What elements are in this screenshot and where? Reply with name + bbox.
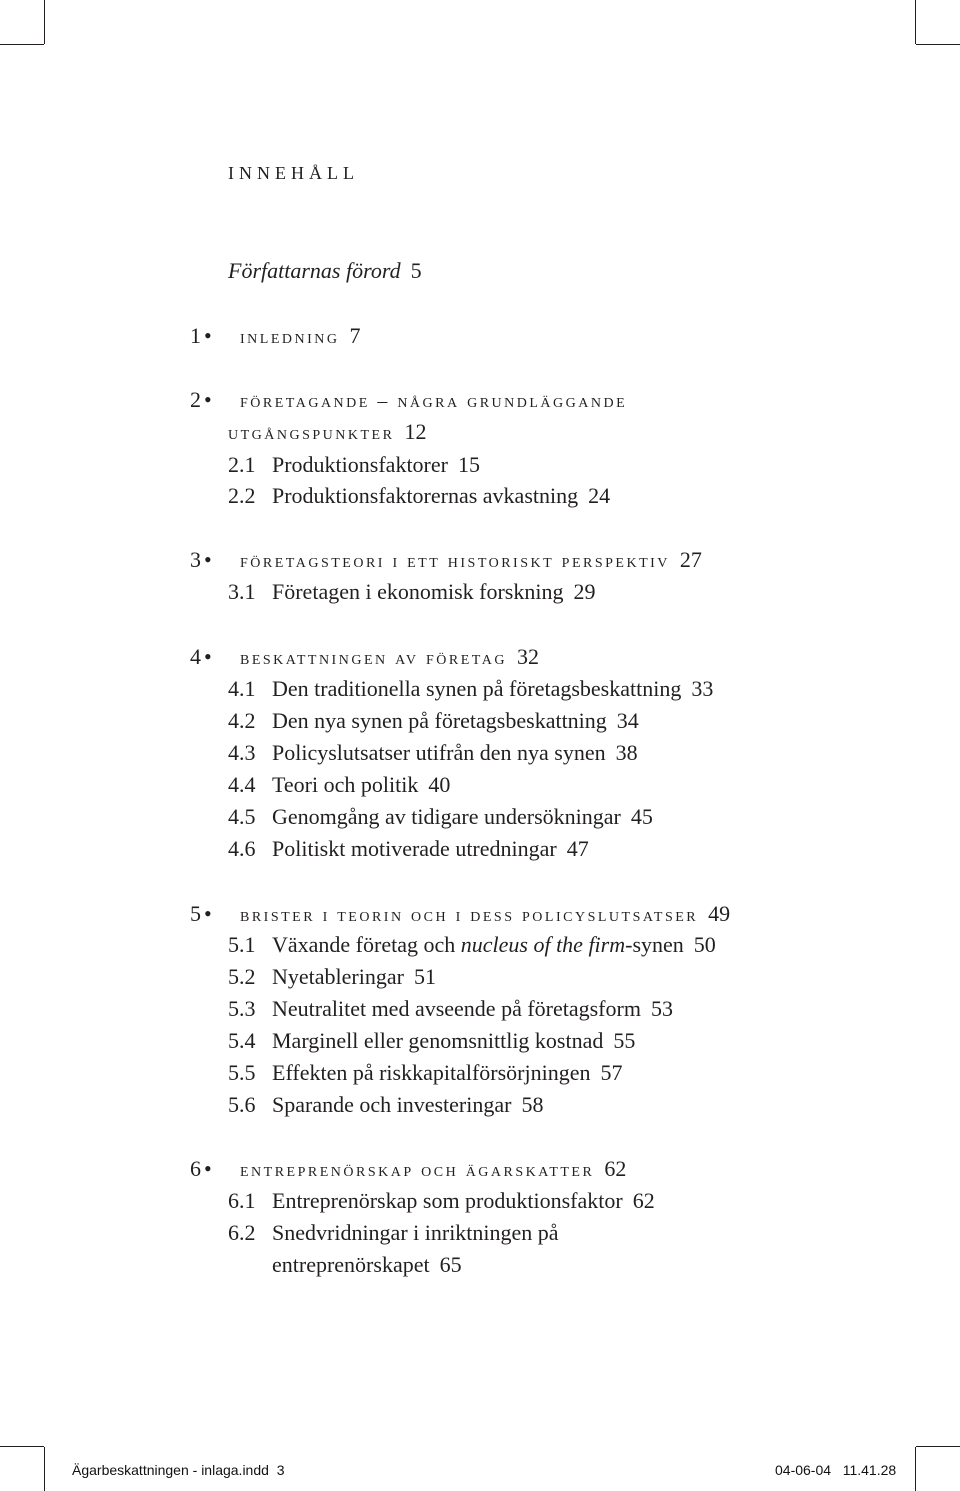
section-number: 2.2 (228, 483, 256, 508)
section-number: 5.4 (228, 1028, 256, 1053)
toc-chapter-3[interactable] (190, 546, 702, 575)
section-title: Policyslutsatser utifrån den nya synen (272, 740, 606, 765)
toc-section-4-5[interactable] (228, 803, 653, 831)
section-title: Teori och politik (272, 772, 419, 797)
chapter-number: 6 (190, 1156, 201, 1181)
chapter-number: 1 (190, 323, 201, 348)
toc-section-4-2[interactable] (228, 707, 639, 735)
crop-mark-top-left-vertical (44, 0, 45, 44)
section-title: Genomgång av tidigare undersökningar (272, 804, 621, 829)
chapter-page: 62 (604, 1156, 627, 1181)
chapter-number: 2 (190, 387, 201, 412)
crop-mark-top-left-horizontal (0, 44, 44, 45)
section-title: Snedvridningar i inriktningen på (272, 1220, 559, 1245)
section-page: 24 (588, 483, 611, 508)
section-title: Företagen i ekonomisk forskning (272, 579, 564, 604)
preface-label: Författarnas förord (228, 258, 401, 283)
toc-chapter-1[interactable] (190, 322, 360, 351)
section-number: 4.3 (228, 740, 256, 765)
section-page: 55 (613, 1028, 636, 1053)
section-page: 58 (521, 1092, 544, 1117)
section-page: 51 (413, 964, 436, 989)
chapter-title: beskattningen av företag (240, 647, 507, 669)
toc-section-2-1[interactable] (228, 451, 480, 479)
section-title-pre: Växande företag och (272, 932, 461, 957)
chapter-bullet: • (204, 547, 212, 572)
toc-section-4-4[interactable] (228, 771, 450, 799)
section-title: Den traditionella synen på företagsbeskattning (272, 676, 682, 701)
toc-section-6-2[interactable] (228, 1219, 559, 1247)
section-page: 47 (566, 836, 589, 861)
toc-chapter-2-continued[interactable] (228, 418, 426, 447)
chapter-number: 5 (190, 901, 201, 926)
section-page: 29 (573, 579, 596, 604)
toc-section-5-6[interactable] (228, 1091, 543, 1119)
section-title: Produktionsfaktorernas avkastning (272, 483, 579, 508)
section-page: 50 (693, 932, 716, 957)
section-title: Produktionsfaktorer (272, 452, 448, 477)
slug-date: 04-06-04 (775, 1462, 832, 1478)
toc-section-5-3[interactable] (228, 995, 673, 1023)
section-title: Entreprenörskap som produktionsfaktor (272, 1188, 623, 1213)
toc-chapter-4[interactable] (190, 643, 539, 672)
section-page: 15 (457, 452, 480, 477)
slug-time: 11.41.28 (842, 1462, 897, 1478)
section-number: 5.6 (228, 1092, 256, 1117)
section-page: 38 (615, 740, 638, 765)
toc-section-4-6[interactable] (228, 835, 589, 863)
section-number: 4.6 (228, 836, 256, 861)
toc-section-6-2-continued[interactable] (272, 1251, 462, 1279)
section-title: Neutralitet med avseende på företagsform (272, 996, 641, 1021)
section-title-post: -synen (625, 932, 684, 957)
chapter-bullet: • (204, 323, 212, 348)
section-page: 57 (600, 1060, 623, 1085)
crop-mark-bottom-right-horizontal (916, 1446, 960, 1447)
section-title: Den nya synen på företagsbeskattning (272, 708, 607, 733)
chapter-bullet: • (204, 644, 212, 669)
toc-section-4-1[interactable] (228, 675, 713, 703)
crop-mark-top-right-horizontal (916, 44, 960, 45)
chapter-page: 49 (708, 901, 731, 926)
crop-mark-bottom-left-horizontal (0, 1446, 44, 1447)
section-title: Sparande och investeringar (272, 1092, 512, 1117)
preface-page: 5 (410, 258, 422, 283)
section-page: 33 (691, 676, 714, 701)
section-number: 5.5 (228, 1060, 256, 1085)
toc-section-5-2[interactable] (228, 963, 436, 991)
section-number: 6.1 (228, 1188, 256, 1213)
chapter-page: 32 (516, 644, 539, 669)
slug-file-info (72, 1462, 285, 1478)
section-number: 4.2 (228, 708, 256, 733)
section-number: 4.4 (228, 772, 256, 797)
section-number: 3.1 (228, 579, 256, 604)
toc-section-5-5[interactable] (228, 1059, 623, 1087)
chapter-page: 12 (404, 419, 427, 444)
section-number: 2.1 (228, 452, 256, 477)
slug-filename: Ägarbeskattningen - inlaga.indd (72, 1462, 269, 1478)
section-page: 40 (428, 772, 451, 797)
chapter-title: entreprenörskap och ägarskatter (240, 1159, 595, 1181)
chapter-page: 7 (349, 323, 361, 348)
slug-page: 3 (276, 1462, 285, 1478)
chapter-bullet: • (204, 1156, 212, 1181)
section-title: Effekten på riskkapitalförsörjningen (272, 1060, 591, 1085)
toc-section-4-3[interactable] (228, 739, 638, 767)
crop-mark-bottom-left-vertical (44, 1447, 45, 1491)
chapter-page: 27 (679, 547, 702, 572)
toc-title: innehåll (228, 156, 359, 185)
chapter-title-continued: utgångspunkter (228, 422, 395, 444)
chapter-number: 4 (190, 644, 201, 669)
toc-section-5-1[interactable] (228, 931, 716, 959)
section-number: 5.1 (228, 932, 256, 957)
slug-timestamp (775, 1462, 896, 1478)
chapter-title: inledning (240, 326, 340, 348)
section-number: 5.3 (228, 996, 256, 1021)
section-number: 6.2 (228, 1220, 256, 1245)
toc-section-6-1[interactable] (228, 1187, 655, 1215)
chapter-title: företagsteori i ett historiskt perspektiv (240, 550, 670, 572)
chapter-number: 3 (190, 547, 201, 572)
crop-mark-top-right-vertical (915, 0, 916, 44)
toc-section-5-4[interactable] (228, 1027, 635, 1055)
section-title: Nyetableringar (272, 964, 404, 989)
chapter-title: brister i teorin och i dess policyslutsatser (240, 904, 699, 926)
toc-section-2-2[interactable] (228, 482, 610, 510)
section-page: 53 (650, 996, 673, 1021)
section-page: 65 (439, 1252, 462, 1277)
chapter-bullet: • (204, 901, 212, 926)
section-number: 4.5 (228, 804, 256, 829)
toc-chapter-6[interactable] (190, 1155, 626, 1184)
toc-section-3-1[interactable] (228, 578, 595, 606)
section-title: Marginell eller genomsnittlig kostnad (272, 1028, 604, 1053)
toc-chapter-5[interactable] (190, 900, 730, 929)
section-title-italic: nucleus of the firm (460, 932, 626, 957)
crop-mark-bottom-right-vertical (915, 1447, 916, 1491)
section-number: 5.2 (228, 964, 256, 989)
section-title: Politiskt motiverade utredningar (272, 836, 557, 861)
toc-preface[interactable] (228, 257, 422, 285)
section-title-continued: entreprenörskapet (272, 1252, 430, 1277)
section-number: 4.1 (228, 676, 256, 701)
toc-chapter-2[interactable] (190, 386, 627, 415)
section-page: 62 (632, 1188, 655, 1213)
section-page: 34 (616, 708, 639, 733)
chapter-title: företagande – några grundläggande (240, 390, 628, 412)
section-page: 45 (630, 804, 653, 829)
chapter-bullet: • (204, 387, 212, 412)
